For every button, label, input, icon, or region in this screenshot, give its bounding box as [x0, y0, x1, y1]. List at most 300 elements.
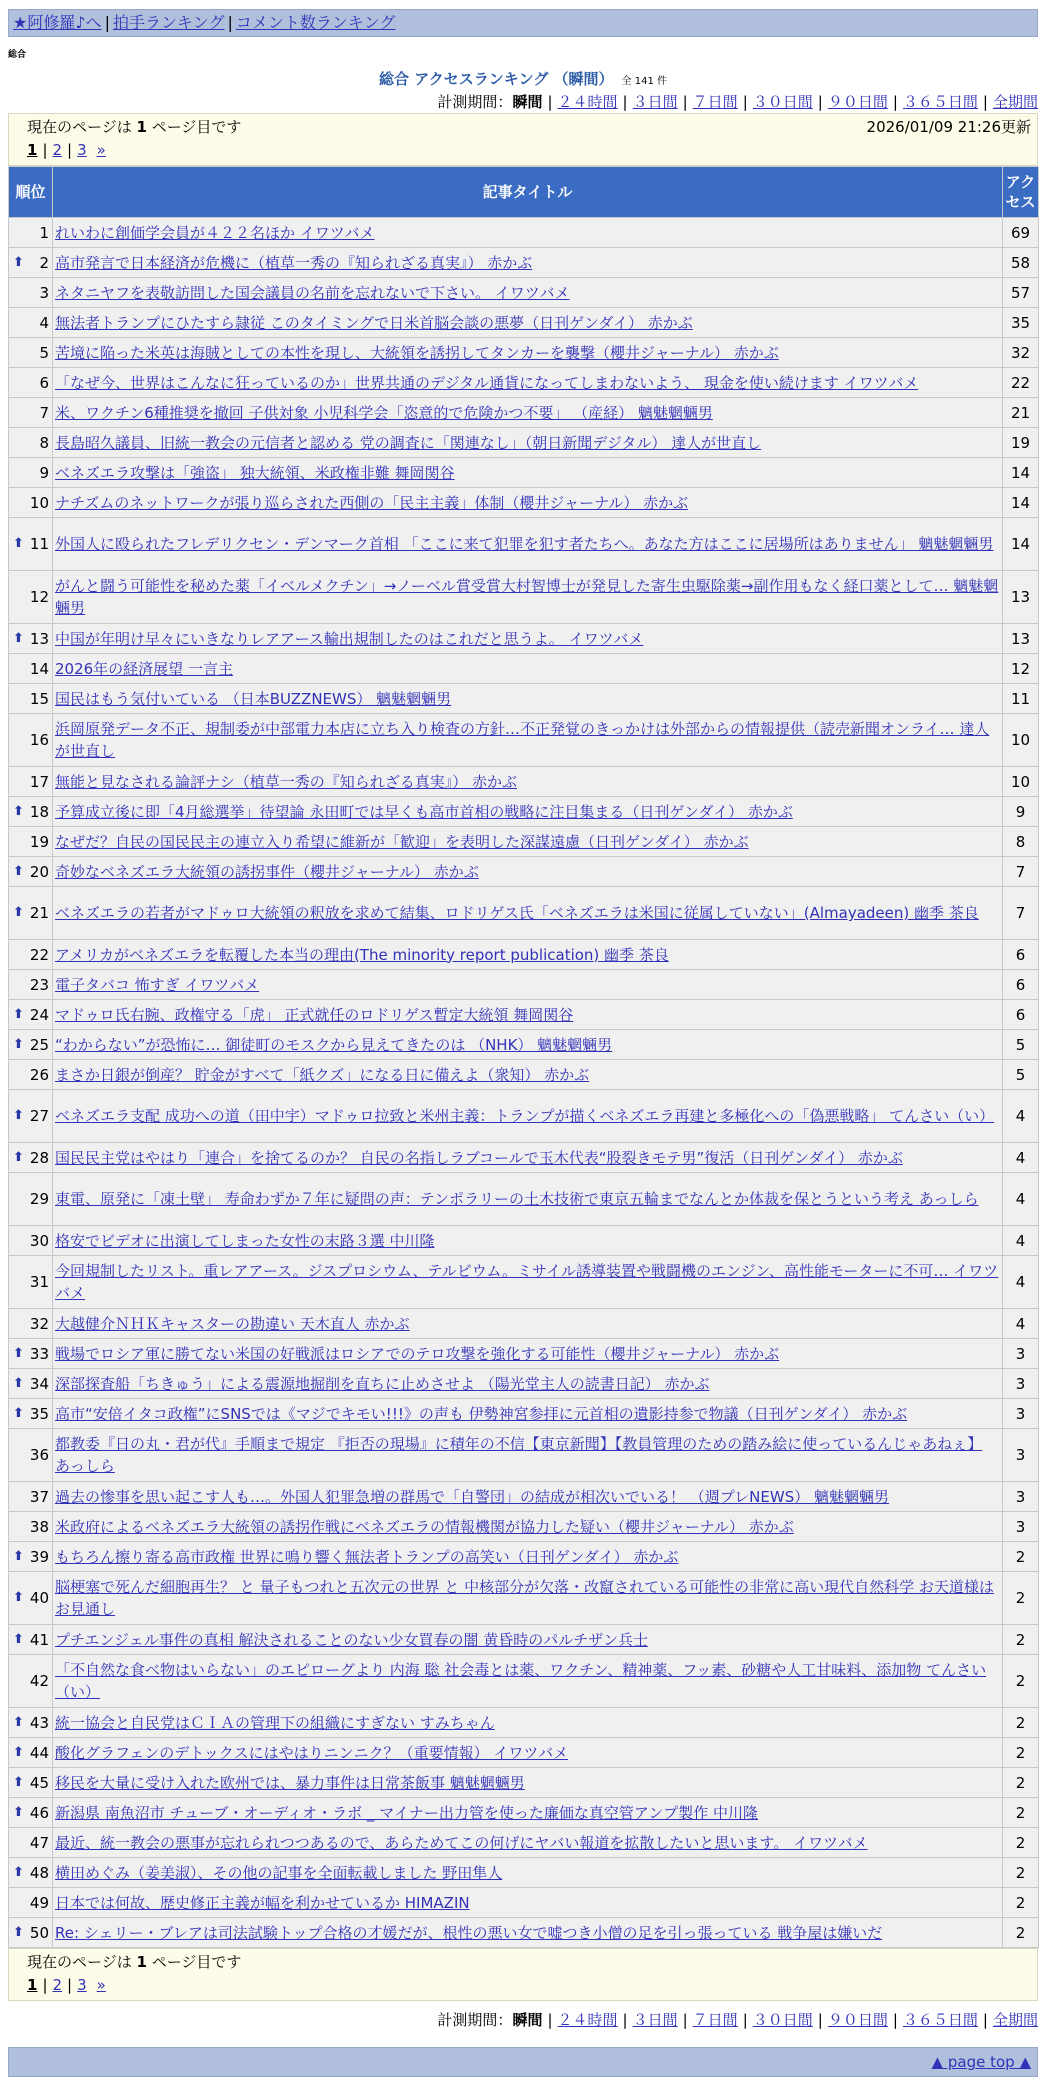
title-cell	[53, 1399, 1003, 1429]
period-link[interactable]: ２４時間	[557, 2011, 618, 2029]
table-row	[9, 654, 1039, 684]
article-link[interactable]: Re: シェリー・ブレアは司法試験トップ合格の才媛だが、根性の悪い女で嘘つき小僧の足を引っ張っている 戦争屋は嫌いだ	[55, 1923, 883, 1942]
rank-number: 30	[29, 1231, 49, 1250]
article-link[interactable]: 新潟県 南魚沼市 チューブ・オーディオ・ラボ _ マイナー出力管を使った廉価な真空管アンプ製作 中川隆	[55, 1803, 759, 1822]
table-row	[9, 1226, 1039, 1256]
period-separator: |	[682, 2011, 688, 2029]
up-arrow-icon: ⬆	[13, 1345, 24, 1361]
access-count: 3	[1003, 1339, 1039, 1369]
table-row	[9, 1000, 1039, 1030]
period-separator: |	[547, 2011, 553, 2029]
rank-cell	[9, 970, 53, 1000]
table-row	[9, 714, 1039, 767]
title-cell	[53, 1572, 1003, 1625]
table-row	[9, 1768, 1039, 1798]
article-link[interactable]: 無法者トランプにひたすら隷従 このタイミングで日米首脳会談の悪夢（日刊ゲンダイ） 赤かぶ	[55, 313, 693, 332]
article-link[interactable]: 今回規制したリスト。重レアアース。ジスプロシウム、テルビウム。ミサイル誘導装置や戦闘機のエンジン、高性能モーターに不可… イワツバメ	[55, 1262, 999, 1302]
article-link[interactable]: 浜岡原発データ不正、規制委が中部電力本店に立ち入り検査の方針…不正発覚のきっかけは外部からの情報提供（読売新聞オンライ… 達人が世直し	[55, 720, 990, 760]
comment-ranking-link[interactable]: コメント数ランキング	[235, 13, 396, 32]
access-count: 4	[1003, 1226, 1039, 1256]
period-link[interactable]: ７日間	[692, 93, 738, 111]
title-cell	[53, 767, 1003, 797]
access-count: 3	[1003, 1482, 1039, 1512]
page-link[interactable]: 2	[52, 141, 63, 159]
table-row	[9, 1060, 1039, 1090]
rank-number: 24	[29, 1005, 49, 1024]
rank-cell	[9, 1828, 53, 1858]
title-cell	[53, 1798, 1003, 1828]
top-navigation	[8, 9, 1038, 37]
period-link[interactable]: ２４時間	[557, 93, 618, 111]
period-link[interactable]: ３日間	[632, 93, 678, 111]
up-arrow-icon: ⬆	[13, 536, 24, 551]
page-link[interactable]: 3	[77, 1976, 87, 1994]
period-separator: |	[742, 2011, 748, 2029]
rank-number: 19	[29, 832, 49, 851]
rank-cell	[9, 797, 53, 827]
title-cell	[53, 1888, 1003, 1918]
period-link[interactable]: ３６５日間	[902, 2011, 978, 2029]
access-count: 69	[1003, 218, 1039, 248]
title-cell	[53, 458, 1003, 488]
rank-number: 43	[29, 1713, 49, 1732]
rank-number: 25	[29, 1035, 49, 1054]
access-count: 2	[1003, 1572, 1039, 1625]
access-count: 2	[1003, 1708, 1039, 1738]
article-link[interactable]: 奇妙なベネズエラ大統領の誘拐事件（櫻井ジャーナル） 赤かぶ	[55, 862, 479, 881]
rank-cell	[9, 714, 53, 767]
table-row	[9, 1030, 1039, 1060]
period-link[interactable]: ３０日間	[752, 2011, 813, 2029]
period-link[interactable]: ３０日間	[752, 93, 813, 111]
article-link[interactable]: なぜだ？自民の国民民主の連立入り希望に維新が「歓迎」を表明した深謀遠慮（日刊ゲンダイ） 赤かぶ	[55, 832, 749, 851]
rank-cell	[9, 1572, 53, 1625]
table-row	[9, 857, 1039, 887]
nav-separator: |	[104, 13, 110, 32]
article-link[interactable]: 東電、原発に「凍土壁」 寿命わずか７年に疑問の声：テンポラリーの土木技術で東京五輪までなんとか体裁を保とうという考え あっしら	[55, 1190, 979, 1208]
article-link[interactable]: 酸化グラフェンのデトックスにはやはりニンニク？（重要情報） イワツバメ	[55, 1743, 569, 1762]
article-link[interactable]: 「なぜ今、世界はこんなに狂っているのか」世界共通のデジタル通貨になってしまわないよう、 現金を使い続けます イワツバメ	[55, 373, 919, 392]
rank-number: 20	[29, 862, 49, 881]
table-row	[9, 1858, 1039, 1888]
article-link[interactable]: ベネズエラ支配 成功への道（田中宇）マドゥロ拉致と米州主義：トランプが描くベネズエラ再建と多極化への「偽悪戦略」 てんさい（い）	[55, 1107, 995, 1125]
period-link[interactable]: 全期間	[992, 93, 1038, 111]
up-arrow-icon: ⬆	[13, 1405, 24, 1421]
article-link[interactable]: ネタニヤフを表敬訪問した国会議員の名前を忘れないで下さい。 イワツバメ	[55, 283, 570, 302]
table-row	[9, 1512, 1039, 1542]
rank-cell	[9, 1482, 53, 1512]
article-link[interactable]: アメリカがベネズエラを転覆した本当の理由(The minority report publication) 幽季 茶良	[55, 945, 669, 964]
ranking-table	[8, 166, 1039, 1948]
table-row	[9, 518, 1039, 571]
title-cell	[53, 1828, 1003, 1858]
title-cell	[53, 940, 1003, 970]
table-row	[9, 1256, 1039, 1309]
access-count: 4	[1003, 1090, 1039, 1143]
article-link[interactable]: もちろん擦り寄る高市政権 世界に鳴り響く無法者トランプの高笑い（日刊ゲンダイ） 赤かぶ	[55, 1547, 679, 1566]
access-count: 5	[1003, 1030, 1039, 1060]
table-row	[9, 1888, 1039, 1918]
title-cell	[53, 1708, 1003, 1738]
rank-cell	[9, 571, 53, 624]
table-row	[9, 1708, 1039, 1738]
table-row	[9, 970, 1039, 1000]
access-count: 11	[1003, 684, 1039, 714]
up-arrow-icon: ⬆	[13, 1924, 24, 1940]
rank-number: 17	[29, 772, 49, 791]
article-link[interactable]: れいわに創価学会員が４２２名ほか イワツバメ	[55, 223, 375, 242]
table-row	[9, 278, 1039, 308]
access-count: 3	[1003, 1369, 1039, 1399]
next-page-link[interactable]: »	[96, 141, 106, 159]
table-row	[9, 940, 1039, 970]
access-count: 2	[1003, 1625, 1039, 1655]
article-link[interactable]: 国民民主党はやはり「連合」を捨てるのか？ 自民の名指しラブコールで玉木代表“股裂きモテ男”復活（日刊ゲンダイ） 赤かぶ	[55, 1148, 903, 1167]
access-count: 4	[1003, 1173, 1039, 1226]
article-link[interactable]: 米、ワクチン6種推奨を撤回 子供対象 小児科学会「恣意的で危険かつ不要」 （産経） 魑魅魍魎男	[55, 403, 713, 422]
page-top-link[interactable]: ▲ page top ▲	[931, 2053, 1031, 2071]
period-separator: |	[742, 93, 748, 111]
article-link[interactable]: 2026年の経済展望 一言主	[55, 659, 233, 678]
table-row	[9, 1482, 1039, 1512]
rank-number: 35	[29, 1404, 49, 1423]
article-link[interactable]: 統一協会と自民党はＣＩＡの管理下の組織にすぎない すみちゃん	[55, 1713, 495, 1732]
period-separator: |	[817, 2011, 823, 2029]
rank-cell	[9, 1918, 53, 1948]
access-count: 13	[1003, 571, 1039, 624]
title-cell	[53, 1858, 1003, 1888]
title-cell	[53, 1542, 1003, 1572]
rank-number: 13	[29, 629, 49, 648]
title-cell	[53, 1369, 1003, 1399]
rank-cell	[9, 428, 53, 458]
footer-bar	[8, 2047, 1038, 2077]
access-count: 4	[1003, 1143, 1039, 1173]
rank-cell	[9, 940, 53, 970]
rank-cell	[9, 458, 53, 488]
period-current: 瞬間	[512, 2011, 543, 2029]
table-row	[9, 684, 1039, 714]
up-arrow-icon: ⬆	[13, 1774, 24, 1790]
table-row	[9, 1828, 1039, 1858]
rank-cell	[9, 827, 53, 857]
title-cell	[53, 428, 1003, 458]
up-arrow-icon: ⬆	[13, 803, 24, 819]
title-cell	[53, 1173, 1003, 1226]
article-link[interactable]: 日本では何故、歴史修正主義が幅を利かせているか HIMAZIN	[55, 1893, 470, 1912]
period-link[interactable]: ３日間	[632, 2011, 678, 2029]
up-arrow-icon: ⬆	[13, 863, 24, 879]
title-cell	[53, 571, 1003, 624]
rank-cell	[9, 887, 53, 940]
article-link[interactable]: 米政府によるベネズエラ大統領の誘拐作戦にベネズエラの情報機関が協力した疑い（櫻井ジャーナル） 赤かぶ	[55, 1517, 794, 1536]
rank-cell	[9, 1226, 53, 1256]
rank-number: 16	[29, 731, 49, 749]
article-link[interactable]: 予算成立後に即「4月総選挙」待望論 永田町では早くも高市首相の戦略に注目集まる（日刊ゲンダイ） 赤かぶ	[55, 802, 793, 821]
rank-number: 15	[29, 689, 49, 708]
period-link[interactable]: ７日間	[692, 2011, 738, 2029]
rank-number: 6	[39, 373, 49, 392]
access-count: 10	[1003, 714, 1039, 767]
period-label: 計測期間：	[437, 93, 513, 111]
article-link[interactable]: 国民はもう気付いている （日本BUZZNEWS） 魑魅魍魎男	[55, 689, 452, 708]
table-row	[9, 218, 1039, 248]
access-count: 10	[1003, 767, 1039, 797]
table-row	[9, 1738, 1039, 1768]
access-count: 2	[1003, 1738, 1039, 1768]
access-count: 57	[1003, 278, 1039, 308]
table-row	[9, 1429, 1039, 1482]
article-link[interactable]: 移民を大量に受け入れた欧州では、暴力事件は日常茶飯事 魑魅魍魎男	[55, 1773, 525, 1792]
title-cell	[53, 624, 1003, 654]
period-link[interactable]: ９０日間	[827, 93, 888, 111]
period-separator: |	[622, 2011, 628, 2029]
rank-cell	[9, 1090, 53, 1143]
article-link[interactable]: 「不自然な食べ物はいらない」のエピローグより 内海 聡 社会毒とは薬、ワクチン、精神薬、フッ素、砂糖や人工甘味料、添加物 てんさい（い）	[55, 1661, 987, 1701]
header-rank: 順位	[9, 167, 53, 218]
article-link[interactable]: 外国人に殴られたフレデリクセン・デンマーク首相 「ここに来て犯罪を犯す者たちへ。あなた方はここに居場所はありません」 魑魅魍魎男	[55, 535, 994, 553]
category-label: 総合	[8, 50, 27, 60]
pager-top	[8, 113, 1038, 166]
rank-number: 4	[39, 313, 49, 332]
title-cell	[53, 488, 1003, 518]
period-link[interactable]: 全期間	[992, 2011, 1038, 2029]
title-cell	[53, 1339, 1003, 1369]
access-count: 6	[1003, 1000, 1039, 1030]
rank-number: 14	[29, 659, 49, 678]
access-count: 3	[1003, 1512, 1039, 1542]
table-row	[9, 1542, 1039, 1572]
page-link[interactable]: 2	[52, 1976, 63, 1994]
rank-number: 10	[29, 493, 49, 512]
article-link[interactable]: ベネズエラ攻撃は「強盗」 独大統領、米政権非難 舞岡関谷	[55, 463, 455, 482]
rank-number: 33	[29, 1344, 49, 1363]
table-row	[9, 428, 1039, 458]
title-cell	[53, 398, 1003, 428]
current-page: 1	[27, 141, 38, 159]
applause-ranking-link[interactable]: 拍手ランキング	[112, 13, 225, 32]
table-row	[9, 1655, 1039, 1708]
rank-cell	[9, 1708, 53, 1738]
rank-cell	[9, 1060, 53, 1090]
rank-cell	[9, 1173, 53, 1226]
access-count: 7	[1003, 857, 1039, 887]
next-page-link[interactable]: »	[96, 1976, 106, 1994]
up-arrow-icon: ⬆	[13, 1804, 24, 1820]
rank-cell	[9, 1399, 53, 1429]
title-cell	[53, 654, 1003, 684]
rank-cell	[9, 488, 53, 518]
access-count: 19	[1003, 428, 1039, 458]
access-count: 2	[1003, 1918, 1039, 1948]
rank-number: 21	[29, 904, 49, 922]
rank-cell	[9, 857, 53, 887]
period-selector	[8, 91, 1038, 113]
rank-cell	[9, 1429, 53, 1482]
table-row	[9, 827, 1039, 857]
title-cell	[53, 308, 1003, 338]
access-count: 5	[1003, 1060, 1039, 1090]
access-count: 6	[1003, 940, 1039, 970]
page-separator: |	[42, 141, 48, 159]
rank-cell	[9, 767, 53, 797]
table-row	[9, 887, 1039, 940]
rank-number: 23	[29, 975, 49, 994]
up-arrow-icon: ⬆	[13, 1108, 24, 1123]
access-count: 22	[1003, 368, 1039, 398]
rank-cell	[9, 1625, 53, 1655]
article-link[interactable]: 深部探査船「ちきゅう」による震源地掘削を直ちに止めさせよ （陽光堂主人の読書日記） 赤かぶ	[55, 1374, 710, 1393]
table-row	[9, 1143, 1039, 1173]
title-cell	[53, 1000, 1003, 1030]
home-link[interactable]: ★阿修羅♪へ	[13, 13, 102, 32]
article-link[interactable]: 電子タバコ 怖すぎ イワツバメ	[55, 975, 260, 994]
article-link[interactable]: 無能と見なされる論評ナシ（植草一秀の『知られざる真実』） 赤かぶ	[55, 772, 517, 791]
ranking-title: 総合 アクセスランキング （瞬間）	[379, 70, 614, 88]
article-link[interactable]: ナチズムのネットワークが張り巡らされた西側の「民主主義」体制（櫻井ジャーナル） 赤かぶ	[55, 493, 689, 512]
title-cell	[53, 857, 1003, 887]
article-link[interactable]: 長島昭久議員、旧統一教会の元信者と認める 党の調査に「関連なし」（朝日新聞デジタル） 達人が世直し	[55, 433, 762, 452]
article-link[interactable]: 大越健介ＮＨＫキャスターの勘違い 天木直人 赤かぶ	[55, 1314, 410, 1333]
table-row	[9, 1090, 1039, 1143]
period-link[interactable]: ３６５日間	[902, 93, 978, 111]
access-count: 2	[1003, 1768, 1039, 1798]
up-arrow-icon: ⬆	[13, 1548, 24, 1564]
title-cell	[53, 797, 1003, 827]
page-separator: |	[67, 141, 73, 159]
header-title: 記事タイトル	[53, 167, 1003, 218]
up-arrow-icon: ⬆	[13, 1590, 24, 1605]
article-link[interactable]: 横田めぐみ（姜美淑）、その他の記事を全面転載しました 野田隼人	[55, 1863, 503, 1882]
table-row	[9, 1369, 1039, 1399]
rank-cell	[9, 1512, 53, 1542]
table-row	[9, 1309, 1039, 1339]
table-row	[9, 248, 1039, 278]
title-cell	[53, 368, 1003, 398]
article-link[interactable]: 格安でビデオに出演してしまった女性の末路３選 中川隆	[55, 1231, 435, 1250]
title-cell	[53, 248, 1003, 278]
rank-number: 38	[29, 1517, 49, 1536]
article-link[interactable]: ベネズエラの若者がマドゥロ大統領の釈放を求めて結集、ロドリゲス氏「ベネズエラは米国に従属していない」(Almayadeen) 幽季 茶良	[55, 904, 979, 922]
period-link[interactable]: ９０日間	[827, 2011, 888, 2029]
access-count: 2	[1003, 1655, 1039, 1708]
article-link[interactable]: “わからない”が恐怖に… 御徒町のモスクから見えてきたのは （NHK） 魑魅魍魎男	[55, 1035, 613, 1054]
article-link[interactable]: がんと闘う可能性を秘めた薬「イベルメクチン」→ノーベル賞受賞大村智博士が発見した寄生虫駆除薬→副作用もなく経口薬として… 魑魅魍魎男	[55, 577, 999, 617]
rank-number: 45	[29, 1773, 49, 1792]
article-link[interactable]: 戦場でロシア軍に勝てない米国の好戦派はロシアでのテロ攻撃を強化する可能性（櫻井ジャーナル） 赤かぶ	[55, 1344, 780, 1363]
article-link[interactable]: 脳梗塞で死んだ細胞再生？ と 量子もつれと五次元の世界 と 中核部分が欠落・改竄されている可能性の非常に高い現代自然科学 お天道様はお見通し	[55, 1578, 994, 1618]
table-row	[9, 767, 1039, 797]
access-count: 4	[1003, 1309, 1039, 1339]
title-cell	[53, 1429, 1003, 1482]
table-row	[9, 624, 1039, 654]
table-row	[9, 368, 1039, 398]
title-cell	[53, 1482, 1003, 1512]
rank-number: 3	[39, 283, 49, 302]
period-separator: |	[682, 93, 688, 111]
rank-number: 26	[29, 1065, 49, 1084]
rank-number: 46	[29, 1803, 49, 1822]
access-count: 2	[1003, 1542, 1039, 1572]
title-cell	[53, 827, 1003, 857]
article-link[interactable]: 高市“安倍イタコ政権”にSNSでは《マジでキモい!!!》の声も 伊勢神宮参拝に元首相の遺影持参で物議（日刊ゲンダイ） 赤かぶ	[55, 1404, 908, 1423]
rank-number: 49	[29, 1893, 49, 1912]
article-link[interactable]: 最近、統一教会の悪事が忘れられつつあるので、あらためてこの何げにヤバい報道を拡散したいと思います。 イワツバメ	[55, 1833, 868, 1852]
rank-cell	[9, 248, 53, 278]
page-title	[8, 69, 1038, 89]
table-row	[9, 571, 1039, 624]
rank-number: 29	[29, 1190, 49, 1208]
title-cell	[53, 714, 1003, 767]
article-link[interactable]: プチエンジェル事件の真相 解決されることのない少女買春の闇 黄昏時のパルチザン兵士	[55, 1630, 648, 1649]
up-arrow-icon: ⬆	[13, 630, 24, 646]
page-link[interactable]: 3	[77, 141, 87, 159]
up-arrow-icon: ⬆	[13, 1744, 24, 1760]
access-count: 8	[1003, 827, 1039, 857]
article-link[interactable]: 高市発言で日本経済が危機に（植草一秀の『知られざる真実』） 赤かぶ	[55, 253, 533, 272]
table-row	[9, 1918, 1039, 1948]
rank-cell	[9, 308, 53, 338]
rank-cell	[9, 1738, 53, 1768]
rank-number: 44	[29, 1743, 49, 1762]
title-cell	[53, 1226, 1003, 1256]
period-separator: |	[892, 93, 898, 111]
table-row	[9, 338, 1039, 368]
rank-cell	[9, 624, 53, 654]
title-cell	[53, 970, 1003, 1000]
period-separator: |	[892, 2011, 898, 2029]
period-separator: |	[622, 93, 628, 111]
up-arrow-icon: ⬆	[13, 905, 24, 920]
access-count: 58	[1003, 248, 1039, 278]
page-links	[27, 1974, 1027, 1997]
access-count: 14	[1003, 518, 1039, 571]
rank-number: 50	[29, 1923, 49, 1942]
page-separator: |	[42, 1976, 48, 1994]
rank-cell	[9, 338, 53, 368]
rank-cell	[9, 1256, 53, 1309]
title-cell	[53, 1090, 1003, 1143]
access-count: 9	[1003, 797, 1039, 827]
article-link[interactable]: 苦境に陥った米英は海賊としての本性を現し、大統領を誘拐してタンカーを襲撃（櫻井ジャーナル） 赤かぶ	[55, 343, 779, 362]
rank-cell	[9, 1030, 53, 1060]
table-row	[9, 1625, 1039, 1655]
title-cell	[53, 1625, 1003, 1655]
article-link[interactable]: まさか日銀が倒産？ 貯金がすべて「紙クズ」になる日に備えよ（衆知） 赤かぶ	[55, 1065, 590, 1084]
article-link[interactable]: 過去の惨事を思い起こす人も…。外国人犯罪急増の群馬で「自警団」の結成が相次いでいる！ （週プレNEWS） 魑魅魍魎男	[55, 1487, 889, 1506]
access-count: 13	[1003, 624, 1039, 654]
table-row	[9, 1339, 1039, 1369]
article-link[interactable]: 中国が年明け早々にいきなりレアアース輸出規制したのはこれだと思うよ。 イワツバメ	[55, 629, 644, 648]
rank-number: 5	[39, 343, 49, 362]
table-row	[9, 797, 1039, 827]
up-arrow-icon: ⬆	[13, 1006, 24, 1022]
page-links	[27, 139, 1027, 162]
up-arrow-icon: ⬆	[13, 1036, 24, 1052]
up-arrow-icon: ⬆	[13, 1864, 24, 1880]
article-link[interactable]: マドゥロ氏右腕、政権守る「虎」 正式就任のロドリゲス暫定大統領 舞岡関谷	[55, 1005, 574, 1024]
title-cell	[53, 1655, 1003, 1708]
period-separator: |	[817, 93, 823, 111]
rank-number: 12	[29, 588, 49, 606]
header-access: アクセス	[1003, 167, 1039, 218]
rank-cell	[9, 1542, 53, 1572]
title-cell	[53, 684, 1003, 714]
article-link[interactable]: 都教委『日の丸・君が代』手順まで規定 『拒否の現場』に積年の不信【東京新聞】【教員管理のための踏み絵に使っているんじゃあねぇ】 あっしら	[55, 1435, 983, 1475]
period-selector-bottom	[8, 2009, 1038, 2031]
rank-cell	[9, 1768, 53, 1798]
table-row	[9, 1572, 1039, 1625]
